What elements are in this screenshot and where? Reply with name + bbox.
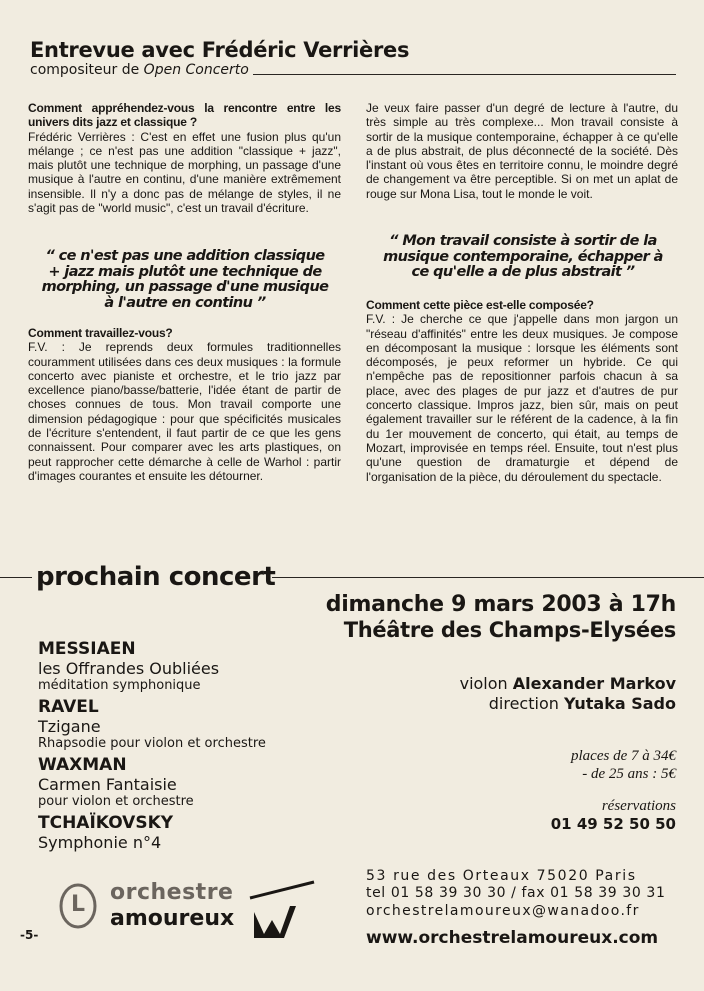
subtitle-prefix: compositeur de [30, 62, 144, 78]
article-title: Entrevue avec Frédéric Verrières [30, 38, 410, 62]
email-address[interactable]: orchestrelamoureux@wanadoo.fr [366, 903, 640, 919]
question-3: Comment cette pièce est-elle composée? [366, 298, 594, 312]
reservations-label: réservations [601, 798, 676, 814]
program-item [38, 639, 328, 693]
answer-3: F.V. : Je cherche ce que j'appelle dans mon jargon un "réseau d'affinités" entre les deux musiques. Je compose en décomposant la musique : lorsque les éléments sont décomposés, je peux reformer un hybride. Ce qui n'empêche pas de repositionner parfois chacun à sa place, avec des plages de pur jazz et d'autres de pur concerto classique. Impros jazz, bien sûr, mais on peut également travailler sur le référent de la cadence, à la fin du 1er mouvement de concerto, qui était, au temps de Mozart, improvisée en temps réel. Ensuite, tout n'est plus qu'une question de dramaturgie et dépend de l'organisation de la pièce, du déroulement du spectacle. [366, 312, 678, 484]
work-title: Symphonie n°4 [38, 833, 162, 852]
composer-name: WAXMAN [38, 755, 127, 775]
subtitle-text [30, 62, 249, 78]
page-number: -5- [20, 928, 39, 942]
concert-section-header [0, 562, 704, 594]
program-list [38, 639, 328, 852]
article-subtitle [30, 62, 676, 78]
rule-left [0, 577, 32, 578]
work-title: Tzigane [38, 717, 101, 736]
logo-line-2: amoureux [110, 906, 235, 931]
price-range: places de 7 à 34€ [571, 748, 676, 764]
performer-role: violon [459, 674, 508, 693]
concert-venue: Théâtre des Champs-Elysées [343, 618, 676, 642]
subtitle-work: Open Concerto [143, 62, 249, 78]
pull-quote-2: “ Mon travail consiste à sortir de la musique contemporaine, échapper à ce qu'elle a de plus abstrait ” [383, 233, 663, 280]
performer-name: Yutaka Sado [563, 694, 676, 713]
phone-fax: tel 01 58 39 30 30 / fax 01 58 39 30 31 [366, 885, 666, 901]
program-item [38, 813, 328, 852]
answer-2: F.V. : Je reprends deux formules traditionnelles couramment utilisées dans ces deux musiques : la formule concerto avec pianiste et orchestre, et le trio jazz par excellence piano/basse/batterie, l'idée étant de partir de choses connues de tous. Mon travail comporte une dimension pédagogique : pour que spécificités musicales de l'écriture s'entendent, il faut partir de ce que les gens connaissent. Pour comparer avec les arts plastiques, on peut rapprocher cette démarche à celle de Warhol : partir d'images courantes et ensuite les détourner. [28, 340, 341, 483]
interview-left-column-2 [28, 326, 341, 483]
logo-line-1: orchestre [110, 880, 234, 905]
pull-quote-1: “ ce n'est pas une addition classique + jazz mais plutôt une technique de morphing, un passage d'une musique à l'autre en continu ” [41, 248, 329, 311]
work-detail: méditation symphonique [38, 678, 201, 693]
orchestra-logo [58, 876, 318, 940]
work-title: les Offrandes Oubliées [38, 659, 220, 678]
answer-1-continued: Je veux faire passer d'un degré de lecture à l'autre, du très simple au très complexe... Mon travail consiste à sortir de la musique contemporaine, échapper à ce qu'elle a de plus abstrait, de plus déconnecté de la société. Dès l'instant où vous êtes en territoire connu, le moindre degré de changement va être perceptible. Si on met un aplat de rouge sur Mona Lisa, tout le monde le voit. [366, 101, 678, 201]
website-link[interactable]: www.orchestrelamoureux.com [366, 928, 659, 948]
program-item [38, 697, 328, 751]
subtitle-rule [253, 74, 676, 75]
rule-right [272, 577, 704, 578]
composer-name: TCHAÏKOVSKY [38, 813, 174, 833]
composer-name: MESSIAEN [38, 639, 136, 659]
composer-name: RAVEL [38, 697, 99, 717]
performer-name: Alexander Markov [512, 674, 676, 693]
answer-1: Frédéric Verrières : C'est en effet une fusion plus qu'un mélange ; ce n'est pas une addition "classique + jazz", mais plutôt une technique de morphing, un passage d'une musique à l'autre en continu, d'une manière extrêmement insensible. Il n'y a donc pas de mélange de styles, il ne s'agit pas de "world music", c'est un travail d'écriture. [28, 129, 341, 216]
address: 53 rue des Orteaux 75020 Paris [366, 868, 637, 884]
reservations-phone: 01 49 52 50 50 [550, 815, 676, 833]
work-title: Carmen Fantaisie [38, 775, 177, 794]
concert-date: dimanche 9 mars 2003 à 17h [325, 592, 676, 617]
concert-section-label: prochain concert [36, 562, 276, 592]
logo-letter: L [71, 892, 86, 917]
performer-violin [460, 674, 676, 693]
work-detail: Rhapsodie pour violon et orchestre [38, 736, 266, 751]
price-youth: - de 25 ans : 5€ [582, 766, 676, 782]
performer-role: direction [488, 694, 559, 713]
performer-conductor [489, 694, 676, 713]
program-item [38, 755, 328, 809]
interview-left-column [28, 101, 341, 215]
interview-right-column [366, 101, 678, 201]
question-2: Comment travaillez-vous? [28, 326, 173, 340]
interview-right-column-2 [366, 298, 678, 484]
question-1: Comment appréhendez-vous la rencontre entre les univers dits jazz et classique ? [28, 101, 341, 130]
work-detail: pour violon et orchestre [38, 794, 194, 809]
